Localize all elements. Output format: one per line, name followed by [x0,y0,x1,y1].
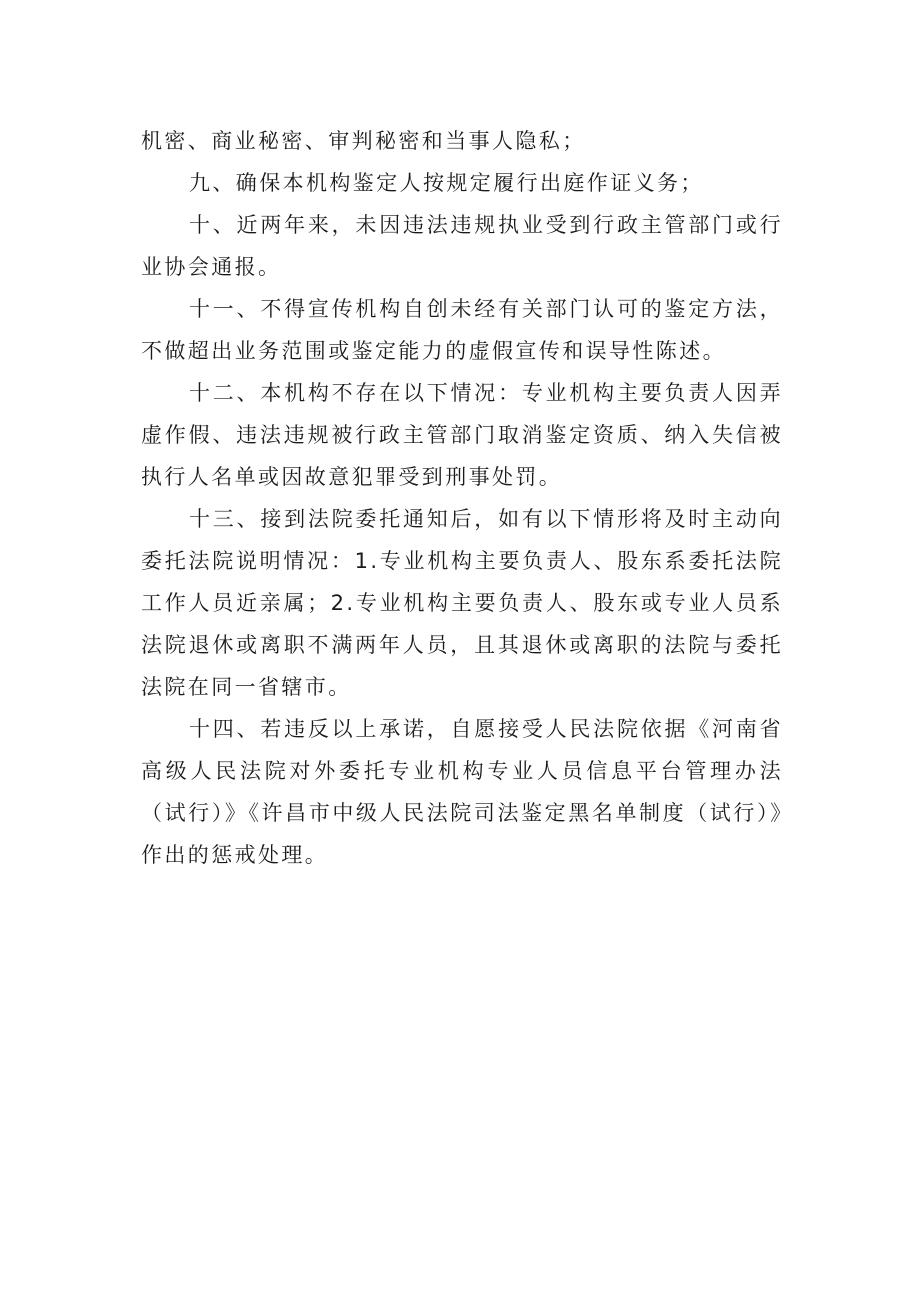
paragraph-item-9: 九、确保本机构鉴定人按规定履行出庭作证义务； [189,171,704,195]
paragraph-item-13: 十三、接到法院委托通知后，如有以下情形将及时主动向委托法院说明情况：1.专业机构主要负责人、股东系委托法院工作人员近亲属；2.专业机构主要负责人、股东或专业人员系法院退休或离职不满两年人员，且其退休或离职的法院与委托法院在同一省辖市。 [141,507,783,699]
document-body [141,120,783,876]
paragraph-item-14: 十四、若违反以上承诺，自愿接受人民法院依据《河南省高级人民法院对外委托专业机构专业人员信息平台管理办法（试行）》《许昌市中级人民法院司法鉴定黑名单制度（试行）》作出的惩戒处理。 [141,717,783,867]
paragraph-item-10: 十、近两年来，未因违法违规执业受到行政主管部门或行业协会通报。 [141,213,783,279]
paragraph-item-11: 十一、不得宣传机构自创未经有关部门认可的鉴定方法，不做超出业务范围或鉴定能力的虚假宣传和误导性陈述。 [141,297,783,363]
paragraph-item-12: 十二、本机构不存在以下情况：专业机构主要负责人因弄虚作假、违法违规被行政主管部门取消鉴定资质、纳入失信被执行人名单或因故意犯罪受到刑事处罚。 [141,381,783,489]
paragraph-continuation: 机密、商业秘密、审判秘密和当事人隐私； [141,129,586,153]
